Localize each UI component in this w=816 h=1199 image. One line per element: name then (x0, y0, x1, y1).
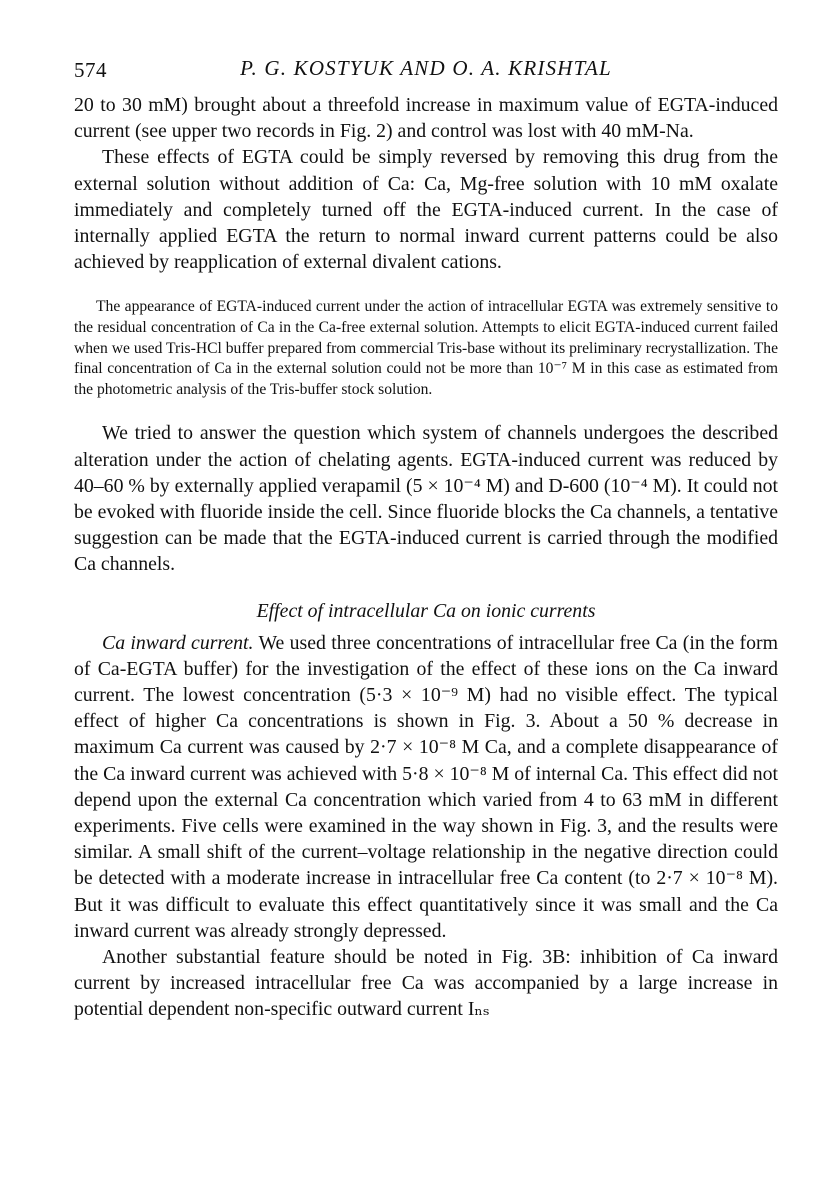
section-heading: Effect of intracellular Ca on ionic currents (256, 599, 596, 622)
paragraph-channels: We tried to answer the question which system of channels undergoes the described alteration under the action of chelating agents. EGTA-induced current was reduced by 40–60 % by externally applied verapamil (5 × 10⁻⁴ M) and D-600 (10⁻⁴ M). It could not be evoked with fluoride inside the cell. Since fluoride blocks the Ca channels, a tentative suggestion can be made that the EGTA-induced current is carried through the modified Ca channels. (74, 422, 778, 576)
page-number: 574 (74, 58, 107, 82)
run-in-heading: Ca inward current. (102, 631, 254, 654)
running-head: P. G. KOSTYUK AND O. A. KRISHTAL (240, 56, 612, 80)
paragraph-egta-reversal: These effects of EGTA could be simply reversed by removing this drug from the external solution without addition of Ca: Ca, Mg-free solution with 10 mM oxalate immediately and completely turned off the EGTA-induced current. In the case of internally applied EGTA the return to normal inward current patterns could be also achieved by reapplication of external divalent cations. (74, 146, 778, 274)
paragraph-continuation: 20 to 30 mM) brought about a threefold increase in maximum value of EGTA-induced current (see upper two records in Fig. 2) and control was lost with 40 mM-Na. (74, 94, 778, 143)
page-header (74, 52, 778, 92)
paragraph-outward-current: Another substantial feature should be noted in Fig. 3B: inhibition of Ca inward current by increased intracellular free Ca was accompanied by a large increase in potential dependent non-specific outward current Iₙₛ (74, 946, 778, 1021)
small-print-note: The appearance of EGTA-induced current under the action of intracellular EGTA was extremely sensitive to the residual concentration of Ca in the Ca-free external solution. Attempts to elicit EGTA-induced current failed when we used Tris-HCl buffer prepared from commercial Tris-base without its preliminary recrystallization. The final concentration of Ca in the external solution could not be more than 10⁻⁷ M in this case as estimated from the photometric analysis of the Tris-buffer stock solution. (74, 298, 778, 398)
page (74, 52, 778, 1023)
paragraph-ca-inward-current (74, 630, 778, 944)
paragraph-ca-inward-current-text: We used three concentrations of intracellular free Ca (in the form of Ca-EGTA buffer) for the investigation of the effect of these ions on the Ca inward current. The lowest concentration (5·3 × 10⁻⁹ M) had no visible effect. The typical effect of higher Ca concentrations is shown in Fig. 3. About a 50 % decrease in maximum Ca current was caused by 2·7 × 10⁻⁸ M Ca, and a complete disappearance of the Ca inward current was achieved with 5·8 × 10⁻⁸ M of internal Ca. This effect did not depend upon the external Ca concentration which varied from 4 to 63 mM in different experiments. Five cells were examined in the way shown in Fig. 3, and the results were similar. A small shift of the current–voltage relationship in the negative direction could be detected with a moderate increase in intracellular free Ca content (to 2·7 × 10⁻⁸ M). But it was difficult to evaluate this effect quantitatively since it was small and the Ca inward current was already strongly depressed. (74, 631, 778, 942)
